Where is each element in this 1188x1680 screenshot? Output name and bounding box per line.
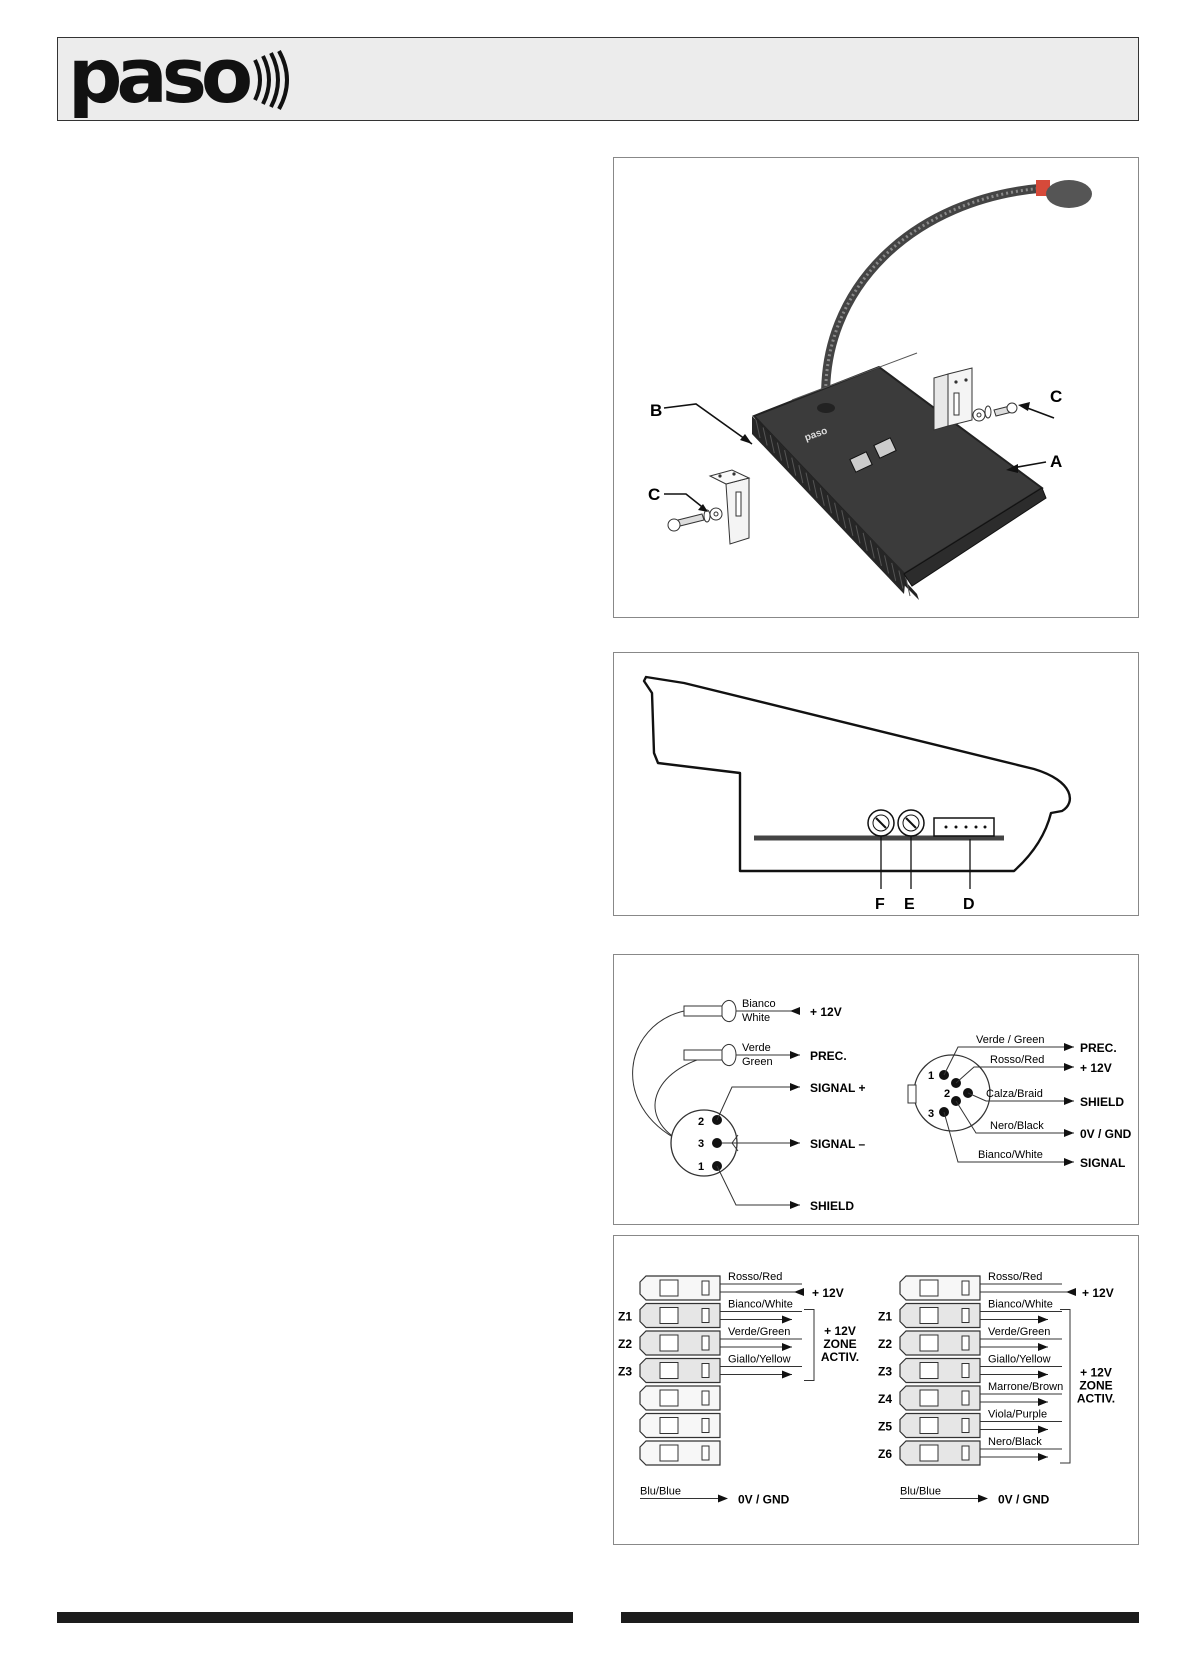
terminal-clamp [962,1419,969,1433]
terminal-block-right [878,1271,1115,1507]
paging-console-drawing [614,158,1140,619]
arrow-head [1038,1398,1048,1406]
footer-bar-left [57,1612,573,1623]
din-pin-2: 2 [944,1088,951,1100]
din-wire-2: Rosso/Red [990,1054,1045,1066]
arrow-head [1038,1371,1048,1379]
label-f: F [875,896,885,913]
terminal-clamp [962,1391,969,1405]
arrow-head [1038,1453,1048,1461]
zone-out-label: + 12V [824,1324,856,1338]
wire-white-en: White [742,1012,771,1024]
din-out-3: SHIELD [1080,1095,1125,1109]
din-pin-1: 1 [928,1070,935,1082]
power-out-label: + 12V [1082,1286,1114,1300]
terminal-screw [920,1335,938,1351]
terminal-screw [660,1335,678,1351]
zone-out-label: ACTIV. [820,1350,860,1364]
wire-white-it: Bianco [742,998,776,1010]
terminal-clamp [962,1364,969,1378]
zone-wire-label: Bianco/White [988,1298,1053,1311]
zone-label: Z2 [618,1337,633,1351]
arrow-head [1038,1343,1048,1351]
label-d: D [963,896,975,913]
left-screw-washer [668,508,722,531]
din-wire-4: Nero/Black [990,1120,1044,1132]
connector-wiring-drawing [614,955,1140,1226]
zone-wire-label: Verde/Green [988,1326,1051,1338]
out-signal-minus: SIGNAL – [810,1137,866,1151]
arrow-head [782,1343,792,1351]
din-out-4: 0V / GND [1080,1127,1132,1141]
zone-label: Z5 [878,1419,893,1434]
label-a: A [1050,452,1063,471]
out-signal-plus: SIGNAL + [810,1081,866,1095]
terminal-screw [920,1418,938,1434]
zone-label: Z1 [878,1309,893,1324]
din-out-2: + 12V [1080,1061,1112,1075]
out-prec-left: PREC. [810,1049,847,1063]
device-illustration-panel [613,157,1139,618]
terminal-screw [920,1308,938,1324]
terminal-clamp [962,1309,969,1323]
sound-waves-icon [251,50,299,110]
paso-logo [68,31,299,120]
zone-out-label: ZONE [823,1337,857,1351]
gnd-wire-label: Blu/Blue [900,1485,941,1498]
zone-wire-label: Bianco/White [728,1298,793,1311]
terminal-clamp [702,1446,709,1460]
zone-out-label: ZONE [1079,1378,1113,1393]
gnd-out-label: 0V / GND [738,1492,790,1507]
side-section-panel [613,652,1139,916]
zone-label: Z3 [618,1364,633,1379]
out-12v-left: + 12V [810,1005,842,1019]
din-wiring-right [908,1034,1132,1170]
terminal-screw [660,1445,678,1461]
page-header [57,31,1139,121]
terminal-clamp [702,1281,709,1295]
terminal-screw [660,1280,678,1296]
pin-2-label: 2 [698,1116,705,1128]
label-c-right: C [1050,387,1063,406]
console-outline [644,677,1070,871]
footer-bar-right [621,1612,1139,1623]
side-section-drawing [614,653,1140,917]
arrow-head [794,1288,804,1296]
din-wire-3: Calza/Braid [986,1088,1043,1100]
power-wire-label: Rosso/Red [988,1271,1043,1283]
terminal-clamp [962,1281,969,1295]
din-wire-5: Bianco/White [978,1149,1043,1161]
mic-head [1046,180,1092,208]
connector-wiring-panel [613,954,1139,1225]
terminal-screw [920,1390,938,1406]
din-pin-3: 3 [928,1108,935,1120]
label-c-left: C [648,485,661,504]
din-out-5: SIGNAL [1080,1156,1126,1170]
zone-wire-label: Verde/Green [728,1326,791,1338]
terminal-clamp [962,1446,969,1460]
arrow-head [1038,1426,1048,1434]
terminal-clamp [702,1419,709,1433]
xlr-wiring-left [633,998,866,1213]
terminal-block-drawing [614,1236,1140,1546]
zone-out-label: + 12V [1080,1365,1112,1380]
terminal-clamp [962,1336,969,1350]
gnd-out-label: 0V / GND [998,1492,1050,1507]
terminal-block-panel [613,1235,1139,1545]
terminal-clamp [702,1336,709,1350]
label-e: E [904,896,915,913]
terminal-clamp [702,1391,709,1405]
din-out-1: PREC. [1080,1041,1117,1055]
wire-green-en: Green [742,1056,773,1068]
terminal-screw [920,1363,938,1379]
terminal-screw [920,1280,938,1296]
pin-3-label: 3 [698,1138,705,1150]
zone-bracket [804,1310,814,1381]
right-screw-washer [973,403,1017,421]
zone-label: Z4 [878,1392,893,1406]
arrow-head [1066,1288,1076,1296]
terminal-clamp [702,1309,709,1323]
zone-wire-label: Nero/Black [988,1436,1042,1448]
gooseneck [826,188,1044,406]
zone-wire-label: Giallo/Yellow [728,1353,791,1366]
wire-green-it: Verde [742,1042,771,1054]
zone-label: Z1 [618,1309,633,1324]
left-mounting-bracket [710,470,749,544]
logo-text: paso [68,31,248,120]
arrow-head [978,1495,988,1503]
zone-label: Z3 [878,1364,893,1379]
power-out-label: + 12V [812,1286,844,1300]
din-wire-1: Verde / Green [976,1034,1045,1046]
zone-wire-label: Viola/Purple [988,1408,1048,1421]
arrow-head [1038,1316,1048,1324]
terminal-screw [660,1308,678,1324]
terminal-screw [660,1418,678,1434]
console-brand-mark: paso [803,425,829,444]
pin-1-label: 1 [698,1161,705,1173]
arrow-head [782,1316,792,1324]
right-mounting-bracket [934,368,972,430]
zone-label: Z6 [878,1447,893,1461]
zone-label: Z2 [878,1337,893,1351]
zone-wire-label: Marrone/Brown [988,1381,1064,1393]
terminal-block-left [618,1271,859,1507]
zone-out-label: ACTIV. [1076,1391,1116,1406]
terminal-screw [660,1390,678,1406]
out-shield-left: SHIELD [810,1199,855,1213]
arrow-head [718,1495,728,1503]
power-wire-label: Rosso/Red [728,1271,783,1283]
terminal-screw [660,1363,678,1379]
label-b: B [650,401,663,420]
terminal-clamp [702,1364,709,1378]
arrow-head [782,1371,792,1379]
gnd-wire-label: Blu/Blue [640,1485,681,1498]
terminal-screw [920,1445,938,1461]
zone-wire-label: Giallo/Yellow [988,1353,1051,1366]
